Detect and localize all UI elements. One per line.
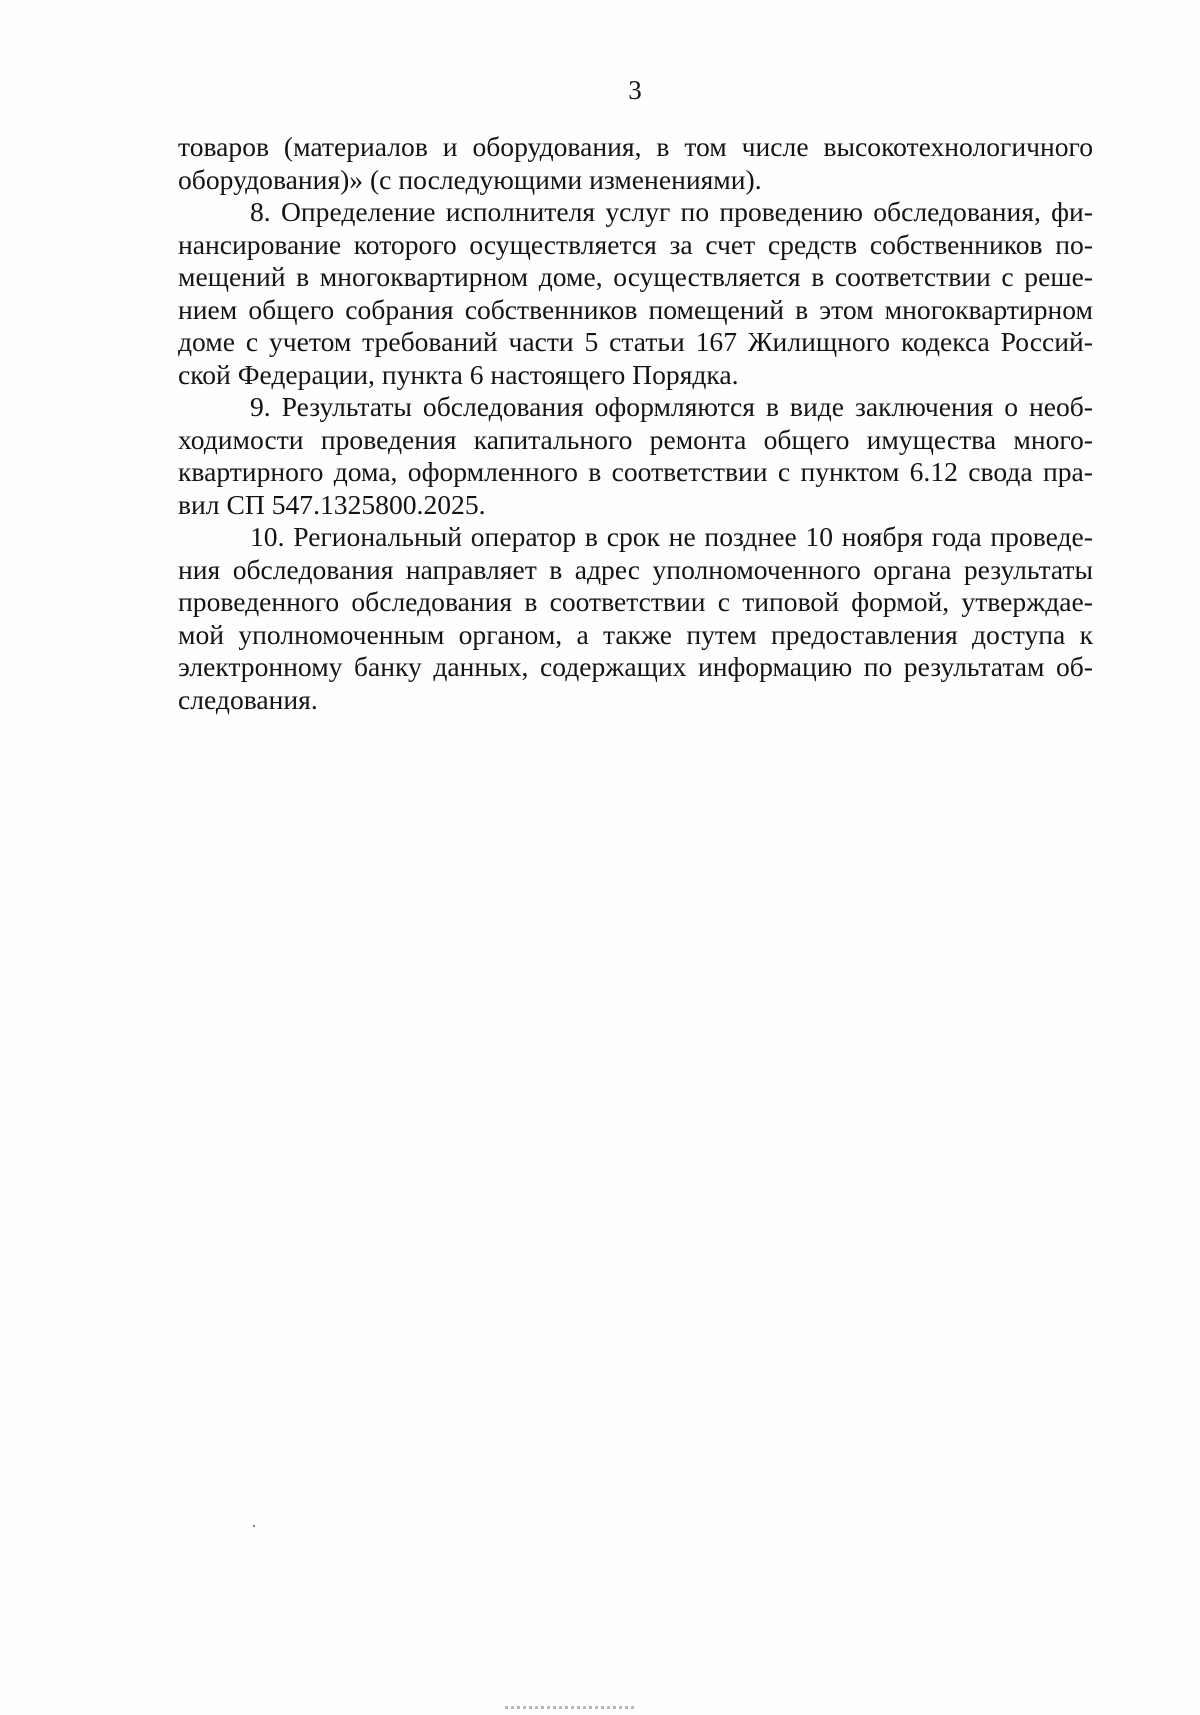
paragraph-item-8	[178, 196, 1093, 391]
text-line: проведенного обследования в соответствии с типовой формой, утверждае-	[178, 586, 1093, 617]
text-line: ния обследования направляет в адрес уполномоченного органа результаты	[178, 553, 1093, 585]
text-line: ходимости проведения капитального ремонта общего имущества много-	[178, 423, 1093, 455]
text-line: мещений в многоквартирном доме, осуществляется в соответствии с реше-	[178, 261, 1093, 292]
text-line: 8. Определение исполнителя услуг по проведению обследования, фи-	[250, 196, 1093, 227]
scan-artifact-mark	[505, 1706, 635, 1709]
page-number: 3	[628, 75, 642, 105]
text-line: 9. Результаты обследования оформляются в виде заключения о необ-	[250, 391, 1093, 422]
text-line: оборудования)» (с последующими изменениями).	[178, 163, 762, 195]
text-line: электронному банку данных, содержащих информацию по результатам об-	[178, 651, 1093, 682]
text-line: нием общего собрания собственников помещений в этом многоквартирном	[178, 293, 1093, 325]
text-line: мой уполномоченным органом, а также путем предоставления доступа к	[178, 618, 1093, 650]
text-line: доме с учетом требований части 5 статьи 167 Жилищного кодекса Россий-	[178, 326, 1093, 357]
paragraph-item-10	[178, 521, 1093, 716]
text-line: вил СП 547.1325800.2025.	[178, 488, 486, 520]
text-line: квартирного дома, оформленного в соответствии с пунктом 6.12 свода пра-	[178, 456, 1093, 487]
text-line: 10. Региональный оператор в срок не позднее 10 ноября года проведе-	[250, 521, 1093, 552]
text-line: товаров (материалов и оборудования, в том числе высокотехнологичного	[178, 131, 1093, 162]
text-line: следования.	[178, 683, 318, 715]
scan-artifact-dot	[253, 1525, 255, 1527]
document-body	[178, 131, 1093, 716]
text-line: нансирование которого осуществляется за счет средств собственников по-	[178, 228, 1093, 260]
paragraph-continuation	[178, 131, 1093, 196]
text-line: ской Федерации, пункта 6 настоящего Порядка.	[178, 358, 739, 390]
paragraph-item-9	[178, 391, 1093, 521]
